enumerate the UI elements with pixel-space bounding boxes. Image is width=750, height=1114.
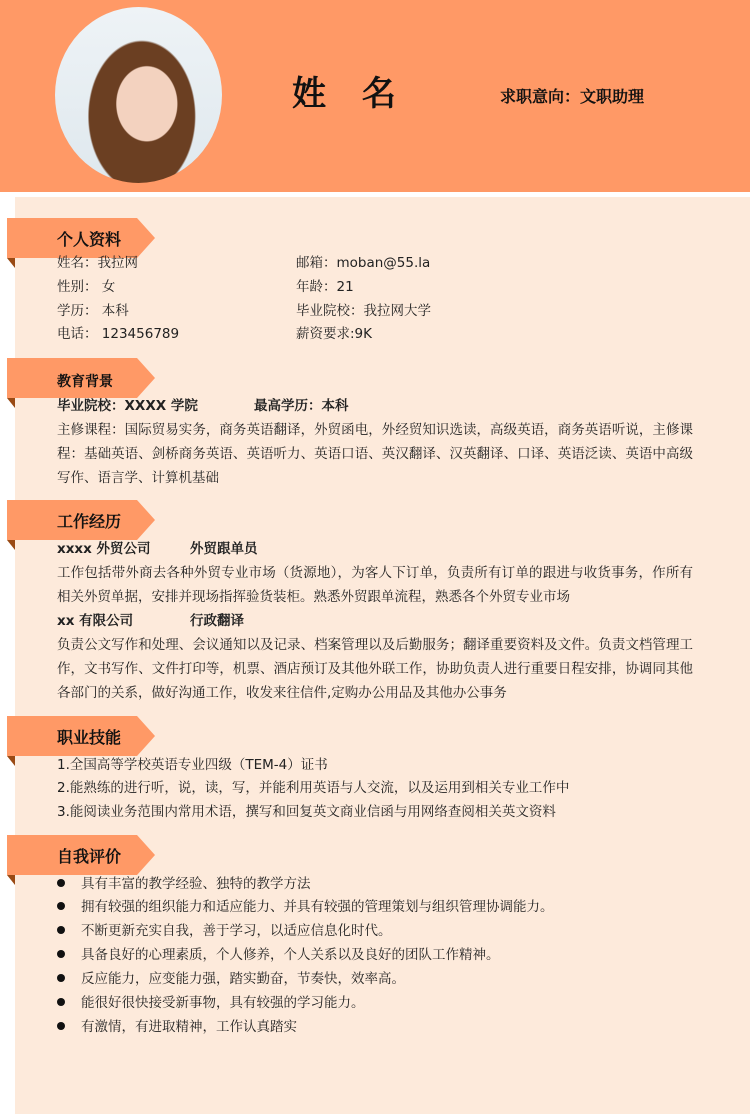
personal-education: 学历： 本科 [57, 303, 129, 319]
section-banner-work [7, 500, 155, 540]
profile-photo [55, 7, 222, 183]
self-item [57, 991, 365, 1015]
job-objective: 求职意向：文职助理 [500, 87, 645, 106]
skill-item: 2.能熟练的进行听，说，读，写，并能利用英语与人交流，以及运用到相关专业工作中 [57, 780, 570, 796]
job-description: 负责公文写作和处理、会议通知以及记录、档案管理以及后勤服务；翻译重要资料及文件。负责文档管理工作，文书写作、文件打印等，机票、酒店预订及其他外联工作，协助负责人进行重要日程安排，协调同其他各部门的关系，做好沟通工作，收发来往信件,定购办公用品及其他办公事务 [57, 637, 693, 701]
self-item-text: 具备良好的心理素质，个人修养，个人关系以及良好的团队工作精神。 [81, 947, 500, 963]
skill-item: 1.全国高等学校英语专业四级（TEM-4）证书 [57, 757, 328, 773]
personal-email: 邮箱：moban@55.la [296, 255, 431, 271]
edu-school: 毕业院校：XXXX 学院 [57, 398, 198, 414]
bullet-icon [57, 902, 65, 910]
self-item-text: 反应能力，应变能力强，踏实勤奋，节奏快，效率高。 [81, 971, 405, 987]
personal-school: 毕业院校：我拉网大学 [296, 303, 431, 319]
section-title: 个人资料 [57, 230, 122, 249]
section-title: 职业技能 [57, 728, 122, 747]
self-item [57, 872, 311, 896]
edu-degree: 最高学历：本科 [254, 398, 349, 414]
self-item-text: 不断更新充实自我，善于学习，以适应信息化时代。 [81, 923, 392, 939]
personal-name: 姓名：我拉网 [57, 255, 138, 271]
bullet-icon [57, 998, 65, 1006]
section-banner-self [7, 835, 155, 875]
bullet-icon [57, 879, 65, 887]
self-item-text: 有激情，有进取精神，工作认真踏实 [81, 1019, 297, 1035]
bullet-icon [57, 926, 65, 934]
section-title: 教育背景 [57, 374, 113, 390]
edu-courses: 主修课程：国际贸易实务，商务英语翻译，外贸函电，外经贸知识选读，高级英语，商务英语听说，主修课程：基础英语、剑桥商务英语、英语听力、英语口语、英汉翻译、汉英翻译、口译、英语泛读、英语中高级写作、语言学、计算机基础 [57, 422, 693, 486]
self-item-text: 具有丰富的教学经验、独特的教学方法 [81, 876, 311, 892]
job-description: 工作包括带外商去各种外贸专业市场（货源地），为客人下订单，负责所有订单的跟进与收货事务，作所有相关外贸单据，安排并现场指挥验货装柜。熟悉外贸跟单流程，熟悉各个外贸专业市场 [57, 565, 693, 605]
header [0, 0, 750, 192]
self-item [57, 895, 554, 919]
candidate-name: 姓 名 [292, 74, 408, 114]
bullet-icon [57, 1022, 65, 1030]
personal-age: 年龄：21 [296, 279, 354, 295]
section-title: 自我评价 [57, 847, 122, 866]
personal-salary: 薪资要求:9K [296, 326, 372, 342]
job-company: xxxx 外贸公司 [57, 541, 151, 557]
skill-item: 3.能阅读业务范围内常用术语，撰写和回复英文商业信函与用网络查阅相关英文资料 [57, 804, 556, 820]
personal-phone: 电话： 123456789 [57, 326, 180, 342]
section-banner-skills [7, 716, 155, 756]
section-title: 工作经历 [57, 512, 122, 531]
personal-gender: 性别： 女 [57, 279, 116, 295]
bullet-icon [57, 974, 65, 982]
job-role: 行政翻译 [190, 613, 244, 629]
job-company: xx 有限公司 [57, 613, 134, 629]
self-item [57, 943, 500, 967]
self-item-text: 能很好很快接受新事物，具有较强的学习能力。 [81, 995, 365, 1011]
self-item [57, 919, 392, 943]
self-item [57, 1015, 297, 1039]
self-item-text: 拥有较强的组织能力和适应能力、并具有较强的管理策划与组织管理协调能力。 [81, 899, 554, 915]
bullet-icon [57, 950, 65, 958]
self-item [57, 967, 405, 991]
section-banner-education [7, 358, 155, 398]
job-role: 外贸跟单员 [190, 541, 258, 557]
